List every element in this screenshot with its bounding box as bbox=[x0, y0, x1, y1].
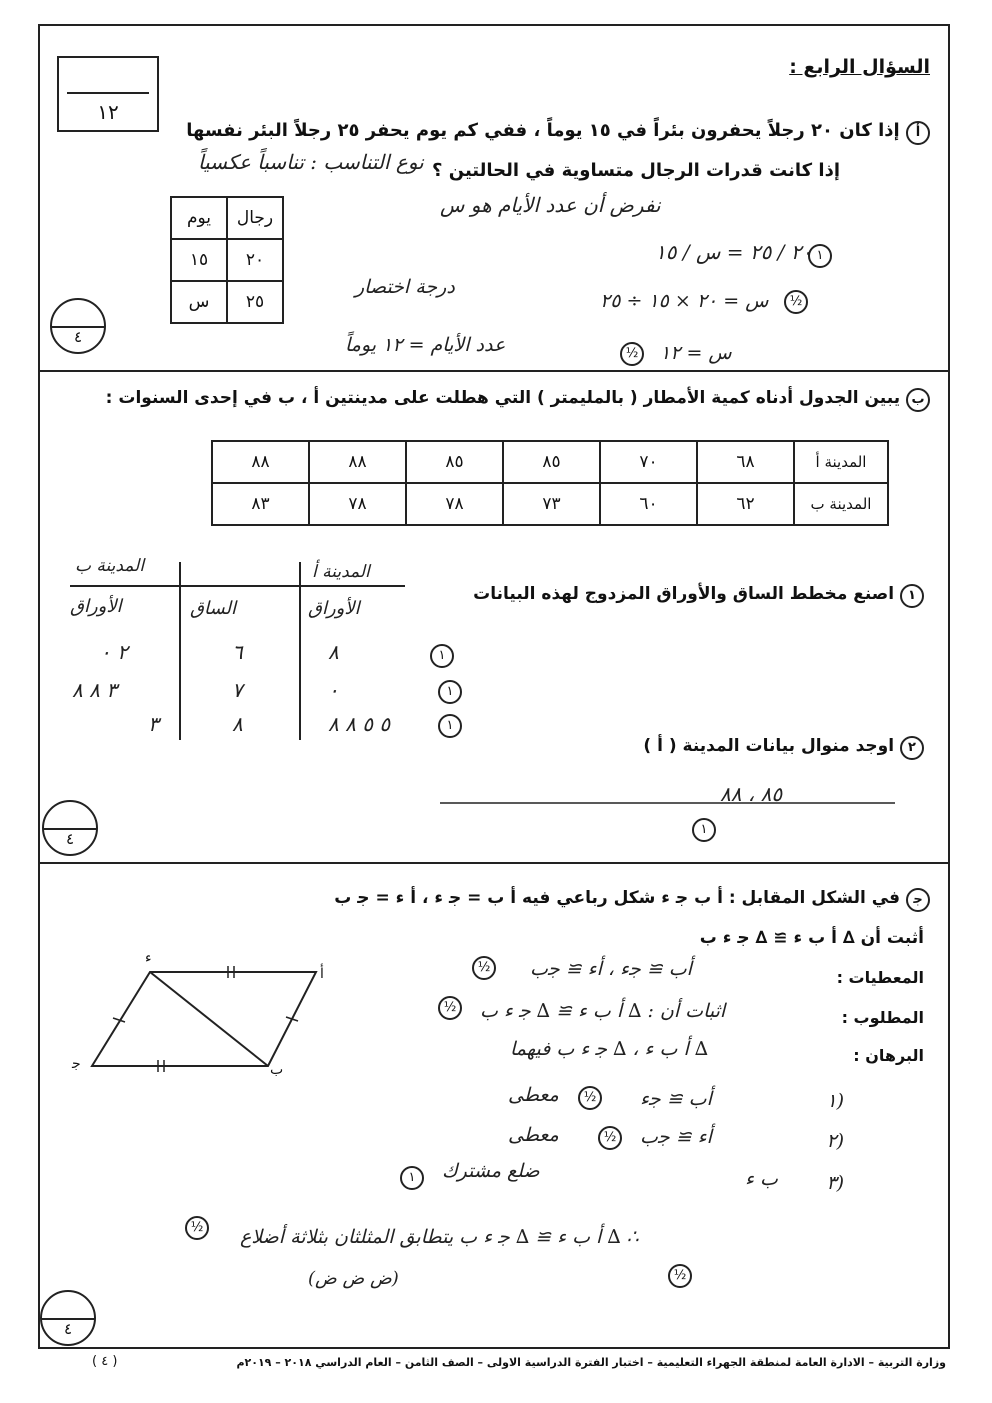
part-c-intro: ﺟ في الشكل المقابل : ﺃ ب ﺟ ء شكل رباعي فيه ﺃ ب = ﺟ ء ، ﺃ ء = ﺟ ب bbox=[334, 888, 930, 912]
total-score: ١٢ bbox=[97, 100, 119, 124]
part-c-score: ٤ bbox=[63, 1320, 73, 1338]
part-b-score: ٤ bbox=[65, 830, 75, 848]
proof-step-reason: ضلع مشترك bbox=[442, 1160, 540, 1182]
proof-step-number: ١) bbox=[826, 1090, 844, 1112]
part-a-line1: ﺃ إذا كان ٢٠ رجلاً يحفرون بئراً في ١٥ يوماً ، ففي كم يوم يحفر ٢٥ رجلاً البئر نفسها bbox=[186, 120, 930, 145]
proof-label: البرهان : bbox=[853, 1046, 924, 1065]
part-c-label: ﺟ bbox=[906, 888, 930, 912]
mark-circle: ½ bbox=[784, 290, 808, 314]
proof-conclusion-2: (ض ض ض) bbox=[308, 1268, 399, 1289]
proof-step-reason: معطى bbox=[508, 1124, 559, 1146]
vertex-label-c: ﺟ bbox=[72, 1056, 81, 1072]
part-c-prove: أثبت أن ∆ ﺃ ب ء ≅ ∆ ﺟ ء ب bbox=[699, 928, 924, 948]
vertex-label-a: ﺃ bbox=[320, 966, 324, 982]
hw-equation-1: ٢٠ / ٢٥ = س / ١٥ bbox=[655, 240, 813, 264]
mark-circle: ١ bbox=[692, 818, 716, 842]
part-a-score: ٤ bbox=[73, 328, 83, 346]
mark-circle: ١ bbox=[430, 644, 454, 668]
table-cell: ١٥ bbox=[171, 239, 227, 281]
stem-header-city-a: المدينة ﺃ bbox=[312, 562, 370, 582]
table-cell: ٧٨ bbox=[406, 483, 503, 525]
q-number: ١ bbox=[900, 584, 924, 608]
table-cell: ٨٣ bbox=[212, 483, 309, 525]
mark-circle: ١ bbox=[808, 244, 832, 268]
stem-header-stem: الساق bbox=[190, 598, 236, 619]
leaf-b-row: ٢ ٠ bbox=[100, 640, 128, 664]
part-b-score-circle bbox=[42, 800, 98, 856]
table-cell: ٨٨ bbox=[309, 441, 406, 483]
part-b-q1: ١ اصنع مخطط الساق والأوراق المزدوج لهذه البيانات bbox=[473, 584, 924, 608]
hw-assume: نفرض أن عدد الأيام هو س bbox=[440, 193, 661, 217]
leaf-b-row: ٣ bbox=[148, 712, 159, 736]
mark-circle: ½ bbox=[668, 1264, 692, 1288]
hw-result: س = ١٢ bbox=[660, 342, 732, 364]
stem-row: ٦ bbox=[232, 640, 243, 664]
table-cell: س bbox=[171, 281, 227, 323]
table-cell: ٦٠ bbox=[600, 483, 697, 525]
required-label: المطلوب : bbox=[841, 1008, 924, 1027]
mark-circle: ½ bbox=[620, 342, 644, 366]
part-c-score-circle bbox=[40, 1290, 96, 1346]
part-b-q2: ٢ اوجد منوال بيانات المدينة ( ﺃ ) bbox=[643, 736, 924, 760]
part-b-label: ب bbox=[906, 388, 930, 412]
stem-header-city-b: المدينة ب bbox=[75, 556, 145, 576]
mark-circle: ½ bbox=[438, 996, 462, 1020]
proof-step-statement: ب ء bbox=[745, 1168, 778, 1190]
footer-text: وزارة التربية – الادارة العامة لمنطقة الجهراء التعليمية – اختبار الفترة الدراسية الاولى – الصف الثامن – العام الدراسي ٢٠١٨ – ٢٠١٩م bbox=[236, 1356, 946, 1369]
required-hw: اثبات أن : ∆ ﺃ ب ء ≅ ∆ ﺟ ء ب bbox=[480, 1000, 726, 1022]
table-header: يوم bbox=[171, 197, 227, 239]
part-b-intro: ب يبين الجدول أدناه كمية الأمطار ( بالمليمتر ) التي هطلت على مدينتين ﺃ ، ب في إحدى السنوات : bbox=[106, 388, 930, 412]
table-header: رجال bbox=[227, 197, 283, 239]
hw-proportion-type: نوع التناسب : تناسباً عكسياً bbox=[198, 150, 424, 174]
table-cell: ٨٥ bbox=[503, 441, 600, 483]
givens-hw: ﺃب ≅ ﺟء ، ﺃء ≅ ﺟب bbox=[530, 958, 692, 980]
proof-step-number: ٣) bbox=[826, 1172, 844, 1194]
quadrilateral-figure bbox=[60, 950, 350, 1090]
vertex-label-b: ب bbox=[270, 1062, 284, 1078]
page-number: ( ٤ ) bbox=[92, 1354, 118, 1369]
mark-circle: ½ bbox=[578, 1086, 602, 1110]
table-cell: ٨٨ bbox=[212, 441, 309, 483]
row-header: المدينة ب bbox=[794, 483, 888, 525]
table-cell: ٢٠ bbox=[227, 239, 283, 281]
hw-days: عدد الأيام = ١٢ يوماً bbox=[345, 334, 506, 356]
table-cell: ٨٥ bbox=[406, 441, 503, 483]
vertex-label-d: ء bbox=[145, 950, 152, 966]
table-cell: ٧٠ bbox=[600, 441, 697, 483]
givens-label: المعطيات : bbox=[836, 968, 924, 987]
part-a-label: ﺃ bbox=[906, 121, 930, 145]
proof-step-reason: معطى bbox=[508, 1084, 559, 1106]
stem-header-leaves-b: الأوراق bbox=[70, 596, 122, 617]
part-a-line2: إذا كانت قدرات الرجال متساوية في الحالتين ؟ bbox=[432, 160, 840, 181]
table-cell: ٧٨ bbox=[309, 483, 406, 525]
proof-step-number: ٢) bbox=[826, 1130, 844, 1152]
hw-note: درجة اختصار bbox=[355, 276, 455, 298]
q-number: ٢ bbox=[900, 736, 924, 760]
row-header: المدينة ﺃ bbox=[794, 441, 888, 483]
hw-equation-2: س = ٢٠ × ١٥ ÷ ٢٥ bbox=[600, 290, 769, 312]
mark-circle: ١ bbox=[400, 1166, 424, 1190]
leaf-b-row: ٣ ٨ ٨ bbox=[72, 678, 117, 702]
table-cell: ٢٥ bbox=[227, 281, 283, 323]
proof-conclusion: ∴ ∆ ﺃ ب ء ≅ ∆ ﺟ ء ب يتطابق المثلثان بثلاثة أضلاع bbox=[240, 1226, 639, 1248]
mark-circle: ½ bbox=[598, 1126, 622, 1150]
question-title: السؤال الرابع : bbox=[789, 56, 930, 78]
leaf-a-row: ٠ bbox=[328, 678, 339, 702]
table-cell: ٦٨ bbox=[697, 441, 794, 483]
leaf-a-row: ٨ bbox=[328, 640, 339, 664]
table-cell: ٦٢ bbox=[697, 483, 794, 525]
proof-step-statement: ﺃء ≅ ﺟب bbox=[640, 1126, 712, 1148]
table-cell: ٧٣ bbox=[503, 483, 600, 525]
proof-step-statement: ﺃب ≅ ﺟء bbox=[640, 1088, 712, 1110]
leaf-a-row: ٥ ٥ ٨ ٨ bbox=[328, 712, 391, 736]
mark-circle: ½ bbox=[472, 956, 496, 980]
proof-hw: ∆ ﺃ ب ء ، ∆ ﺟ ء ب فيهما bbox=[510, 1038, 709, 1060]
stem-row: ٧ bbox=[232, 678, 243, 702]
mode-answer: ٨٥ ، ٨٨ bbox=[720, 782, 783, 806]
stem-row: ٨ bbox=[232, 712, 243, 736]
mark-circle: ١ bbox=[438, 714, 462, 738]
stem-header-leaves-a: الأوراق bbox=[308, 598, 360, 619]
mark-circle: ١ bbox=[438, 680, 462, 704]
mark-circle: ½ bbox=[185, 1216, 209, 1240]
